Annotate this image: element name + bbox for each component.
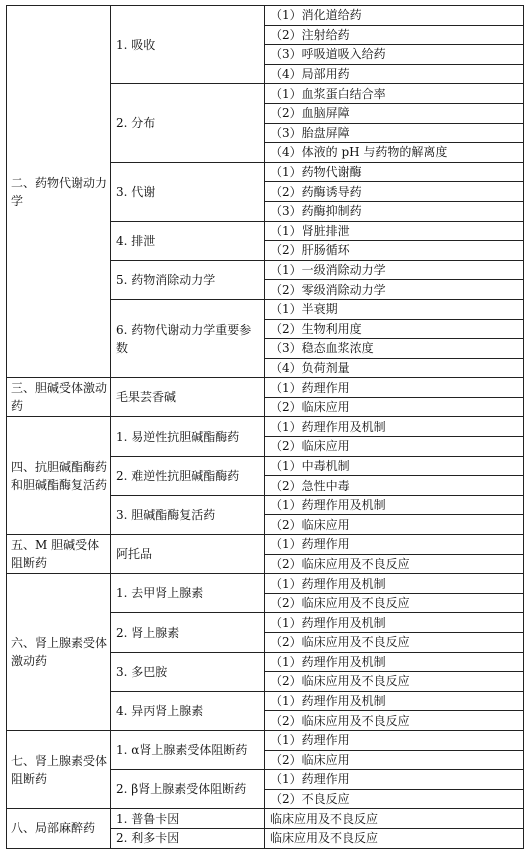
- subtopic-item: （1）药理作用及机制: [265, 613, 524, 633]
- topic-label: 1. 吸收: [111, 6, 265, 84]
- section-title: 八、局部麻醉药: [7, 809, 111, 848]
- subtopic-item: （2）临床应用及不良反应: [265, 711, 524, 731]
- table-row: [7, 730, 524, 750]
- topic-label: 5. 药物消除动力学: [111, 260, 265, 299]
- section-title: 三、胆碱受体激动药: [7, 378, 111, 417]
- subtopic-item: （4）局部用药: [265, 64, 524, 84]
- subtopic-item: （2）临床应用及不良反应: [265, 633, 524, 653]
- subtopic-item: （1）肾脏排泄: [265, 221, 524, 241]
- subtopic-item: （2）肝肠循环: [265, 241, 524, 261]
- topic-label: 2. 难逆性抗胆碱酯酶药: [111, 456, 265, 495]
- topic-label: 3. 多巴胺: [111, 652, 265, 691]
- subtopic-item: （3）稳态血浆浓度: [265, 339, 524, 359]
- subtopic-item: （3）胎盘屏障: [265, 123, 524, 143]
- subtopic-item: （2）生物利用度: [265, 319, 524, 339]
- table-row: [7, 378, 524, 398]
- subtopic-item: （1）药理作用: [265, 378, 524, 398]
- subtopic-item: （1）药理作用: [265, 730, 524, 750]
- table-row: [7, 6, 524, 26]
- subtopic-item: （4）负荷剂量: [265, 358, 524, 378]
- subtopic-item: 临床应用及不良反应: [265, 809, 524, 829]
- subtopic-item: （1）半衰期: [265, 299, 524, 319]
- table-row: [7, 809, 524, 829]
- subtopic-item: （2）药酶诱导药: [265, 182, 524, 202]
- topic-label: 1. 易逆性抗胆碱酯酶药: [111, 417, 265, 456]
- subtopic-item: （1）药物代谢酶: [265, 162, 524, 182]
- topic-label: 毛果芸香碱: [111, 378, 265, 417]
- section-title: 二、药物代谢动力学: [7, 6, 111, 378]
- topic-label: 1. 普鲁卡因: [111, 809, 265, 829]
- topic-label: 6. 药物代谢动力学重要参数: [111, 299, 265, 377]
- subtopic-item: （1）药理作用及机制: [265, 417, 524, 437]
- topic-label: 2. β肾上腺素受体阻断药: [111, 770, 265, 809]
- topic-label: 1. 去甲肾上腺素: [111, 574, 265, 613]
- table-row: [7, 417, 524, 437]
- topic-label: 4. 异丙肾上腺素: [111, 691, 265, 730]
- subtopic-item: （1）一级消除动力学: [265, 260, 524, 280]
- subtopic-item: （1）药理作用及机制: [265, 495, 524, 515]
- subtopic-item: （2）血脑屏障: [265, 103, 524, 123]
- subtopic-item: （2）临床应用及不良反应: [265, 593, 524, 613]
- subtopic-item: （1）药理作用及机制: [265, 574, 524, 594]
- subtopic-item: （4）体液的 pH 与药物的解离度: [265, 143, 524, 163]
- topic-label: 2. 利多卡因: [111, 828, 265, 848]
- topic-label: 2. 肾上腺素: [111, 613, 265, 652]
- subtopic-item: （2）临床应用及不良反应: [265, 554, 524, 574]
- topic-label: 2. 分布: [111, 84, 265, 162]
- topic-label: 3. 代谢: [111, 162, 265, 221]
- section-title: 五、M 胆碱受体阻断药: [7, 535, 111, 574]
- subtopic-item: （2）急性中毒: [265, 476, 524, 496]
- topic-label: 3. 胆碱酯酶复活药: [111, 495, 265, 534]
- subtopic-item: （2）临床应用: [265, 515, 524, 535]
- topic-label: 4. 排泄: [111, 221, 265, 260]
- subtopic-item: （3）药酶抑制药: [265, 201, 524, 221]
- topic-label: 1. α肾上腺素受体阻断药: [111, 730, 265, 769]
- section-title: 四、抗胆碱酯酶药和胆碱酯酶复活药: [7, 417, 111, 535]
- subtopic-item: （2）注射给药: [265, 25, 524, 45]
- subtopic-item: （1）消化道给药: [265, 6, 524, 26]
- subtopic-item: （2）零级消除动力学: [265, 280, 524, 300]
- subtopic-item: （3）呼吸道吸入给药: [265, 45, 524, 65]
- subtopic-item: （2）临床应用: [265, 750, 524, 770]
- syllabus-table-body: [7, 6, 524, 849]
- subtopic-item: 临床应用及不良反应: [265, 828, 524, 848]
- subtopic-item: （1）中毒机制: [265, 456, 524, 476]
- subtopic-item: （2）临床应用: [265, 437, 524, 457]
- subtopic-item: （2）临床应用: [265, 397, 524, 417]
- subtopic-item: （2）不良反应: [265, 789, 524, 809]
- subtopic-item: （1）药理作用: [265, 535, 524, 555]
- table-row: [7, 535, 524, 555]
- subtopic-item: （1）药理作用: [265, 770, 524, 790]
- syllabus-table-container: [6, 5, 524, 849]
- section-title: 六、肾上腺素受体激动药: [7, 574, 111, 731]
- subtopic-item: （1）药理作用及机制: [265, 652, 524, 672]
- subtopic-item: （1）药理作用及机制: [265, 691, 524, 711]
- subtopic-item: （2）临床应用及不良反应: [265, 672, 524, 692]
- topic-label: 阿托品: [111, 535, 265, 574]
- section-title: 七、肾上腺素受体阻断药: [7, 730, 111, 808]
- subtopic-item: （1）血浆蛋白结合率: [265, 84, 524, 104]
- table-row: [7, 574, 524, 594]
- syllabus-table: [6, 5, 524, 849]
